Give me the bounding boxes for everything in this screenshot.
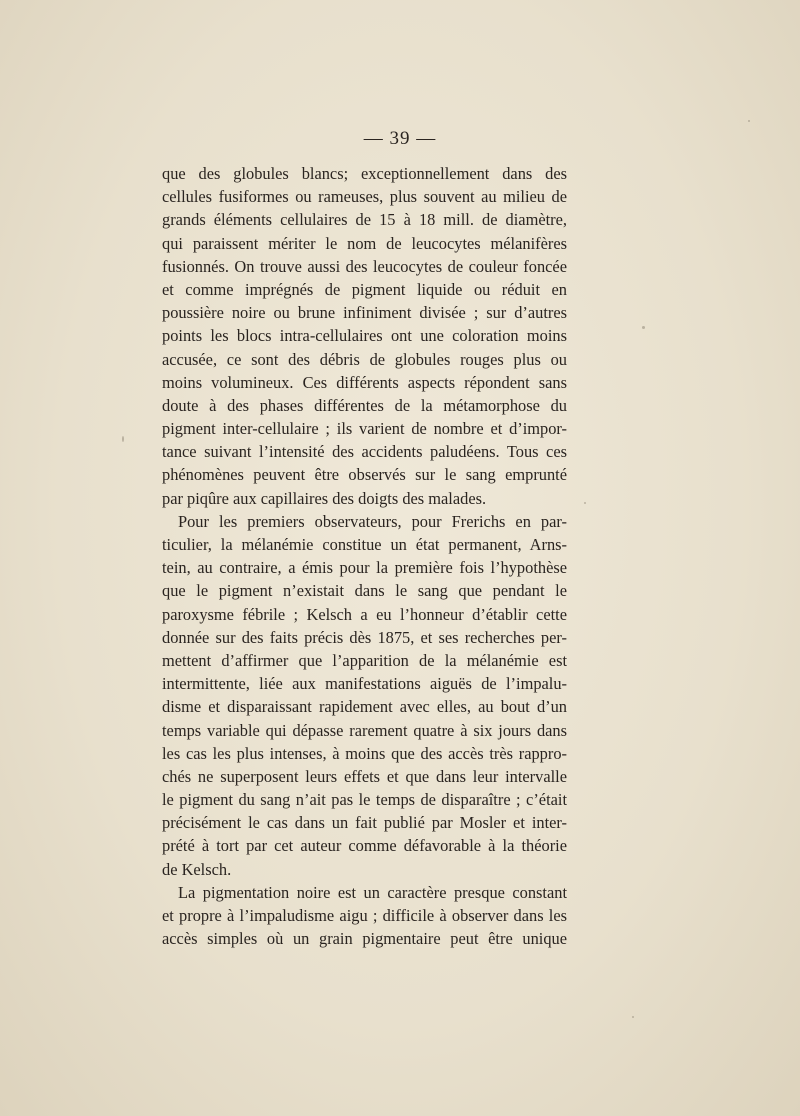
text-line: Pour les premiers observateurs, pour Frerichs en par-	[178, 511, 567, 531]
text-line: précisément le cas dans un fait publié par Mosler et inter-	[162, 813, 567, 833]
text-line: fusionnés. On trouve aussi des leucocytes de couleur foncée	[162, 256, 567, 276]
text-line: que des globules blancs; exceptionnellement dans des	[162, 164, 567, 183]
text-line: pigment inter-cellulaire ; ils varient de nombre et d’impor-	[162, 419, 567, 439]
text-line: tein, au contraire, a émis pour la première fois l’hypothèse	[162, 558, 567, 578]
text-line: disme et disparaissant rapidement avec elles, au bout d’un	[162, 697, 567, 717]
text-line: temps variable qui dépasse rarement quatre à six jours dans	[162, 720, 567, 740]
body-text	[162, 162, 567, 950]
text-line: points les blocs intra-cellulaires ont une coloration moins	[162, 326, 567, 346]
paper-speck	[122, 436, 124, 442]
text-line: moins volumineux. Ces différents aspects répondent sans	[162, 372, 567, 392]
text-line: de Kelsch.	[162, 859, 232, 879]
text-line: chés ne superposent leurs effets et que dans leur intervalle	[162, 766, 567, 786]
text-line: tance suivant l’intensité des accidents paludéens. Tous ces	[162, 442, 567, 462]
text-line: accès simples où un grain pigmentaire peut être unique	[162, 929, 567, 949]
paper-speck	[632, 1016, 634, 1018]
text-line: les cas les plus intenses, à moins que des accès très rappro-	[162, 743, 567, 763]
text-line: La pigmentation noire est un caractère presque constant	[178, 882, 567, 902]
text-line: grands éléments cellulaires de 15 à 18 mill. de diamètre,	[162, 210, 567, 230]
text-line: phénomènes peuvent être observés sur le sang emprunté	[162, 465, 567, 485]
text-line: accusée, ce sont des débris de globules rouges plus ou	[162, 349, 567, 369]
paper-speck	[642, 326, 645, 329]
text-line: mettent d’affirmer que l’apparition de la mélanémie est	[162, 650, 567, 670]
paper-speck	[584, 502, 586, 504]
page-number: — 39 —	[363, 128, 437, 149]
text-line: intermittente, liée aux manifestations aiguës de l’impalu-	[162, 674, 567, 694]
text-line: et comme imprégnés de pigment liquide ou réduit en	[162, 279, 567, 299]
text-line: prété à tort par cet auteur comme défavorable à la théorie	[162, 836, 567, 856]
text-line: cellules fusiformes ou rameuses, plus souvent au milieu de	[162, 187, 567, 207]
text-line: doute à des phases différentes de la métamorphose du	[162, 395, 567, 415]
text-line: qui paraissent mériter le nom de leucocytes mélanifères	[162, 233, 567, 253]
text-line: paroxysme fébrile ; Kelsch a eu l’honneur d’établir cette	[162, 604, 567, 624]
text-line: poussière noire ou brune infiniment divisée ; sur d’autres	[162, 303, 567, 323]
text-line: par piqûre aux capillaires des doigts des malades.	[162, 488, 487, 508]
text-line: le pigment du sang n’ait pas le temps de disparaître ; c’était	[162, 790, 567, 810]
text-line: donnée sur des faits précis dès 1875, et ses recherches per-	[162, 627, 567, 647]
text-line: que le pigment n’existait dans le sang que pendant le	[162, 581, 567, 601]
text-line: ticulier, la mélanémie constitue un état permanent, Arns-	[162, 535, 567, 554]
text-line: et propre à l’impaludisme aigu ; difficile à observer dans les	[162, 906, 567, 925]
paper-speck	[748, 120, 750, 122]
